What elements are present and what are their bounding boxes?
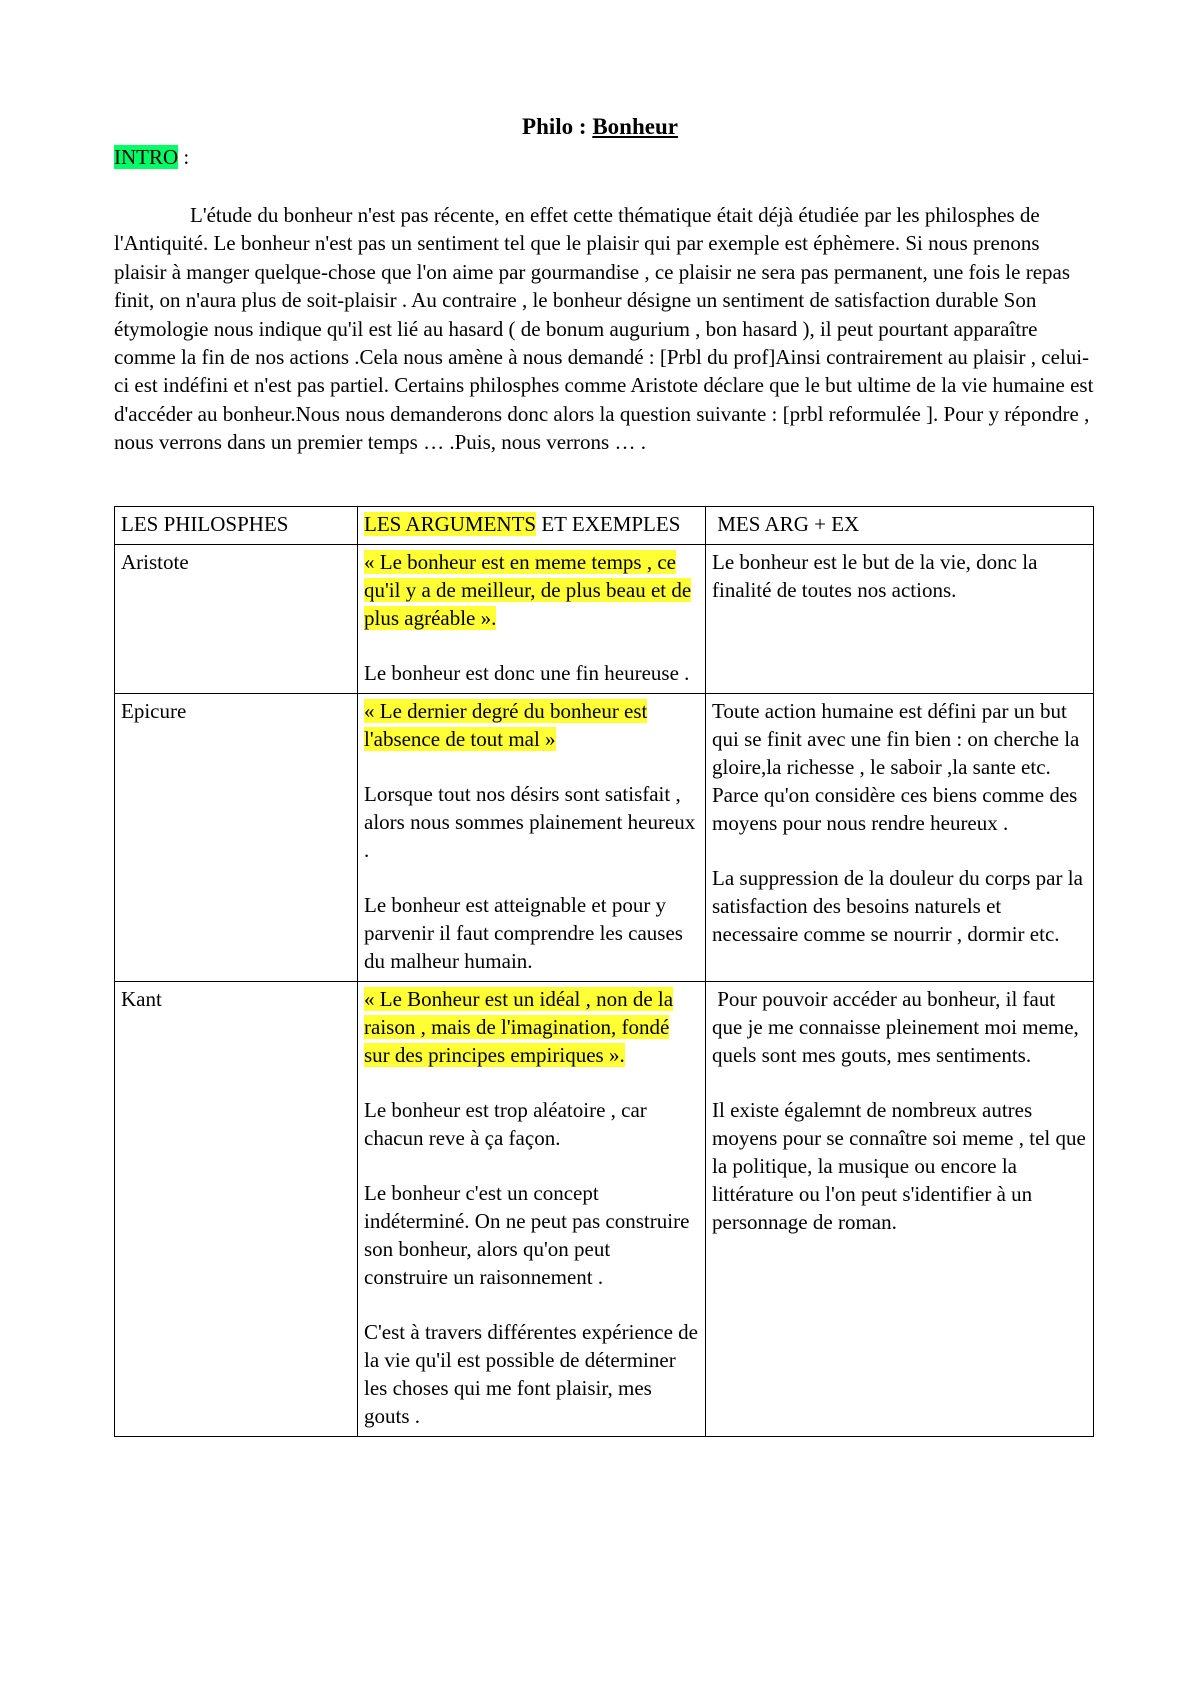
arguments-cell (358, 545, 706, 694)
header-arguments (358, 507, 706, 545)
philosopher-name: Kant (115, 982, 358, 1437)
header-arguments-highlight: LES ARGUMENTS (364, 512, 537, 536)
table-row (115, 982, 1094, 1437)
intro-paragraph: L'étude du bonheur n'est pas récente, en effet cette thématique était déjà étudiée par les philosphes de l'Antiquité. Le bonheur n'est pas un sentiment tel que le plaisir qui par exemple est éphèmere. Si nous prenons plaisir à manger quelque-chose que l'on aime par gourmandise , ce plaisir ne sera pas permanent, une fois le repas finit, on n'aura plus de soit-plaisir . Au contraire , le bonheur désigne un sentiment de satisfaction durable Son étymologie nous indique qu'il est lié au hasard ( de bonum augurium , bon hasard ), il peut pourtant apparaître comme la fin de nos actions .Cela nous amène à nous demandé : [Prbl du prof]Ainsi contrairement au plaisir , celui-ci est indéfini et n'est pas partiel. Certains philosphes comme Aristote déclare que le but ultime de la vie humaine est d'accéder au bonheur.Nous nous demanderons donc alors la question suivante : [prbl reformulée ]. Pour y répondre , nous verrons dans un premier temps … .Puis, nous verrons … . (114, 203, 1094, 455)
philosopher-name: Epicure (115, 694, 358, 982)
arguments-cell (358, 694, 706, 982)
quote-text: « Le dernier degré du bonheur est l'absence de tout mal » (364, 699, 648, 751)
title-main: Bonheur (592, 114, 678, 139)
table-header-row (115, 507, 1094, 545)
table-row (115, 694, 1094, 982)
my-arguments-cell (706, 982, 1094, 1437)
my-arguments-cell (706, 545, 1094, 694)
argument-text: Le bonheur est trop aléatoire , car chacun reve à ça façon. (364, 1098, 647, 1150)
philosophers-table (114, 506, 1094, 1437)
argument-text: Le bonheur est donc une fin heureuse . (364, 661, 690, 685)
header-my-arguments (706, 507, 1094, 545)
quote-text: « Le Bonheur est un idéal , non de la raison , mais de l'imagination, fondé sur des principes empiriques ». (364, 987, 674, 1067)
my-arguments-cell (706, 694, 1094, 982)
my-argument-text: Pour pouvoir accéder au bonheur, il faut que je me connaisse pleinement moi meme, quels sont mes gouts, mes sentiments. (712, 987, 1085, 1067)
table-row (115, 545, 1094, 694)
argument-text: Lorsque tout nos désirs sont satisfait , alors nous sommes plainement heureux . (364, 782, 696, 862)
my-argument-text: Il existe égalemnt de nombreux autres moyens pour se connaître soi meme , tel que la politique, la musique ou encore la littérature ou l'on peut s'identifier à un personnage de roman. (712, 1098, 1086, 1234)
quote (364, 697, 699, 753)
my-argument-text: Le bonheur est le but de la vie, donc la finalité de toutes nos actions. (712, 550, 1038, 602)
philosopher-name: Aristote (115, 545, 358, 694)
quote-text: « Le bonheur est en meme temps , ce qu'il y a de meilleur, de plus beau et de plus agréable ». (364, 550, 692, 630)
argument-text: C'est à travers différentes expérience de la vie qu'il est possible de déterminer les choses qui me font plaisir, mes gouts . (364, 1320, 698, 1428)
intro-heading (114, 143, 189, 171)
argument-text: Le bonheur c'est un concept indéterminé. On ne peut pas construire son bonheur, alors qu'on peut construire un raisonnement . (364, 1181, 690, 1289)
quote (364, 985, 699, 1069)
header-arguments-rest: ET EXEMPLES (536, 512, 681, 536)
quote (364, 548, 699, 632)
page-title (0, 112, 1200, 142)
intro-label: INTRO (114, 145, 179, 169)
argument-text: Le bonheur est atteignable et pour y parvenir il faut comprendre les causes du malheur humain. (364, 893, 683, 973)
arguments-cell (358, 982, 706, 1437)
header-philosophers-label: LES PHILOSPHES (121, 512, 289, 536)
header-philosophers (115, 507, 358, 545)
header-my-arguments-label: MES ARG + EX (712, 512, 860, 536)
title-prefix: Philo : (522, 114, 593, 139)
intro-suffix: : (178, 145, 190, 169)
my-argument-text: La suppression de la douleur du corps par la satisfaction des besoins naturels et necessaire comme se nourrir , dormir etc. (712, 866, 1083, 946)
my-argument-text: Toute action humaine est défini par un but qui se finit avec une fin bien : on cherche la gloire,la richesse , le saboir ,la sante etc. Parce qu'on considère ces biens comme des moyens pour nous rendre heureux . (712, 699, 1080, 835)
